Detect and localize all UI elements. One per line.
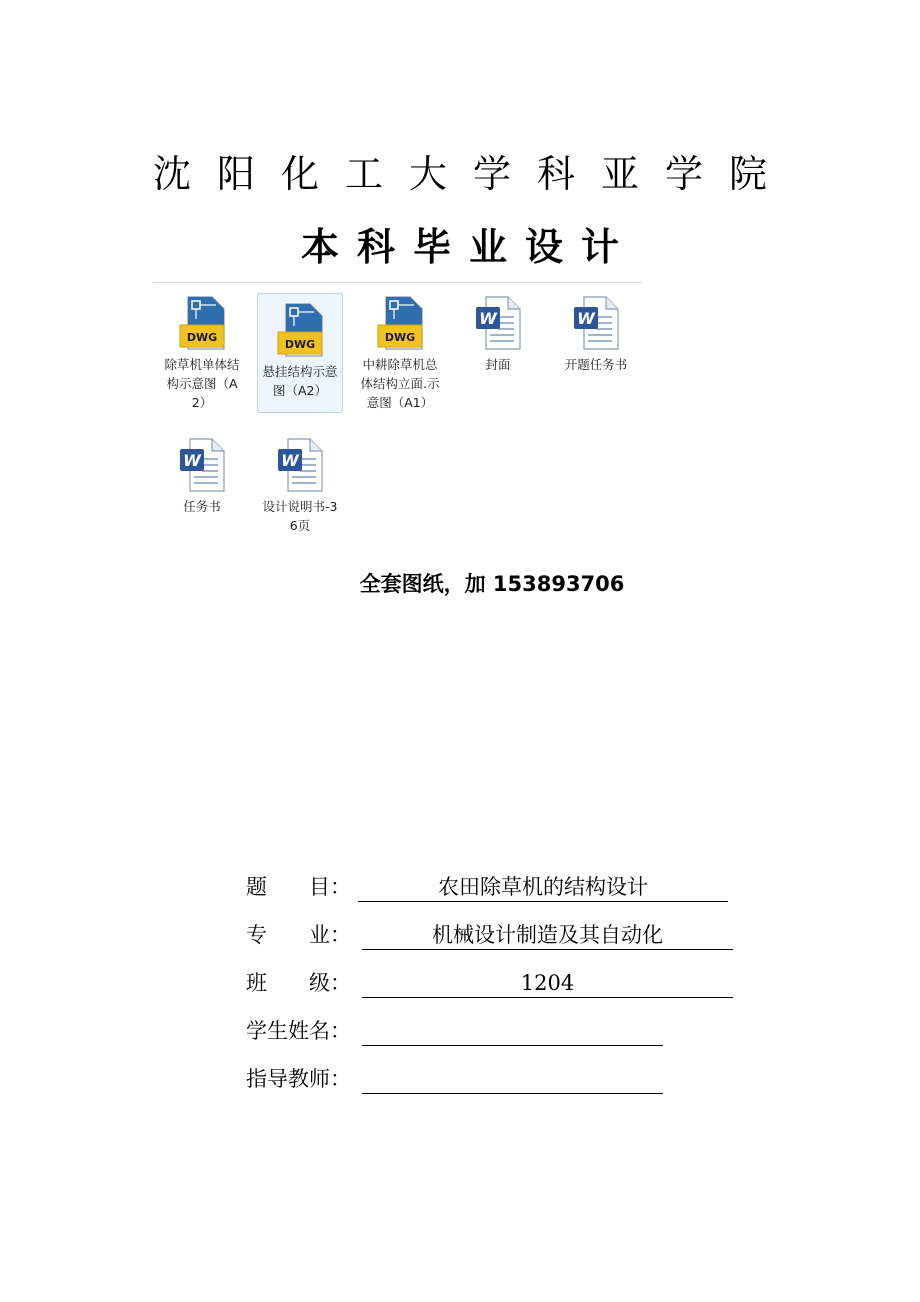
file-name: 开题任务书 [564, 357, 628, 372]
file-item-doc-proposal[interactable] [553, 287, 639, 374]
file-item-dwg-2[interactable] [257, 293, 343, 413]
topic-label: 题 目： [246, 875, 351, 899]
school-name: 沈阳化工大学科亚学院 [152, 152, 793, 196]
word-doc-icon [172, 437, 232, 493]
file-name: 除草机单体结构示意图（A2） [164, 357, 240, 410]
word-doc-icon [566, 295, 626, 351]
svg-text:DWG: DWG [284, 338, 316, 351]
advisor-field[interactable] [362, 1064, 663, 1094]
file-name: 中耕除草机总体结构立面.示意图（A1） [360, 357, 440, 410]
advisor-label: 指导教师： [246, 1067, 351, 1091]
student-name-label: 学生姓名： [246, 1019, 351, 1043]
file-name: 悬挂结构示意图（A2） [262, 364, 338, 398]
svg-text:DWG: DWG [384, 331, 416, 344]
class-field[interactable]: 1204 [362, 968, 733, 998]
major-label: 专 业： [246, 923, 351, 947]
file-name: 封面 [485, 357, 511, 372]
file-name: 设计说明书-36页 [262, 499, 338, 533]
svg-text:W: W [281, 451, 299, 470]
svg-text:W: W [183, 451, 201, 470]
svg-text:W: W [479, 309, 497, 328]
file-name: 任务书 [183, 499, 221, 514]
file-item-doc-cover[interactable] [455, 287, 541, 374]
word-doc-icon [468, 295, 528, 351]
file-item-dwg-1[interactable] [159, 287, 245, 412]
contact-line: 全套图纸，加 153893706 [359, 572, 625, 596]
major-field[interactable]: 机械设计制造及其自动化 [362, 920, 733, 950]
dwg-file-icon [370, 295, 430, 351]
file-explorer-screenshot [153, 282, 642, 535]
class-label: 班 级： [246, 971, 351, 995]
file-item-doc-task[interactable] [159, 429, 245, 516]
svg-text:DWG: DWG [186, 331, 218, 344]
file-item-doc-manual[interactable] [257, 429, 343, 535]
dwg-file-icon [172, 295, 232, 351]
topic-field[interactable]: 农田除草机的结构设计 [358, 872, 728, 902]
svg-text:W: W [577, 309, 595, 328]
degree-title: 本科毕业设计 [300, 225, 637, 269]
word-doc-icon [270, 437, 330, 493]
dwg-file-icon [270, 302, 330, 358]
file-item-dwg-3[interactable] [357, 287, 443, 412]
student-name-field[interactable] [362, 1016, 663, 1046]
